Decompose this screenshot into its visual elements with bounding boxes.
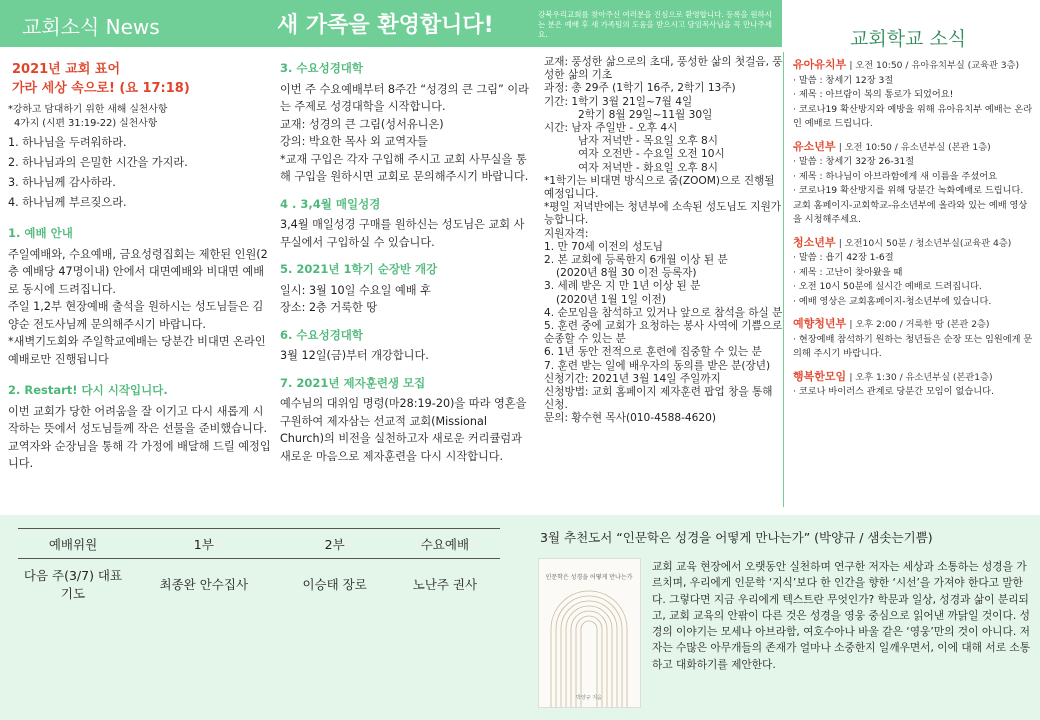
dept-name: 청소년부 — [793, 235, 836, 249]
detail-line: 1. 만 70세 이전의 성도님 — [544, 240, 663, 253]
practice-1: 1. 하나님을 두려워하라. — [8, 136, 127, 149]
dept-item: · 제목 : 하나님이 아브라함에게 새 이름을 주셨어요 — [793, 170, 997, 182]
section-1-p3: *새벽기도회와 주일학교예배는 당분간 비대면 온라인 예배로만 진행됩니다 — [8, 335, 266, 366]
news-title: 교회소식 News — [22, 15, 160, 39]
dept-item: · 코로나 바이러스 관계로 당분간 모임이 없습니다. — [793, 386, 994, 397]
section-3-p2: 교재: 성경의 큰 그림(성서유니온) — [280, 117, 444, 131]
practice-2: 2. 하나님과의 은밀한 시간을 가지라. — [8, 156, 188, 169]
detail-line: 문의: 황수현 목사(010-4588-4620) — [544, 412, 716, 425]
table-header: 1부 — [128, 529, 280, 559]
practice-4: 4. 하나님께 부르짖으라. — [8, 196, 127, 209]
dept-meta: | 오후 2:00 / 거룩한 땅 (본관 2층) — [849, 319, 990, 330]
detail-line: 시간: 남자 주일반 - 오후 4시 — [544, 122, 678, 135]
section-7-title: 7. 2021년 제자훈련생 모집 — [280, 375, 426, 390]
detail-line: 교재: 풍성한 삶으로의 초대, 풍성한 삶의 첫걸음, 풍성한 삶의 기초 — [544, 56, 783, 82]
detail-line: 2. 본 교회에 등록한지 6개월 이상 된 분 — [544, 254, 728, 267]
dept-item: · 코로나19 확산방지를 위해 당분간 녹화예배로 드립니다. 교회 홈페이지-교회학교-유소년부에 올라와 있는 예배 영상을 시청해주세요. — [793, 185, 1028, 225]
section-5-title: 5. 2021년 1학기 순장반 개강 — [280, 262, 438, 276]
detail-line: 2학기 8월 29일~11월 30일 — [578, 108, 713, 121]
detail-line: 남자 저녁반 - 목요일 오후 8시 — [578, 135, 718, 148]
welcome-note: 강북우리교회를 찾아주신 여러분을 진심으로 환영합니다. 등록을 원하시는 분은 예배 후 새 가족팀의 도움을 받으시고 담임목사님을 꼭 만나주세요. — [538, 10, 773, 39]
motto: 가라 세상 속으로! (요 17:18) — [12, 81, 190, 96]
detail-line: 6. 1년 동안 전적으로 훈련에 집중할 수 있는 분 — [544, 346, 762, 359]
church-school-news — [793, 58, 1035, 400]
table-header: 2부 — [280, 529, 390, 559]
practice-3: 3. 하나님께 감사하라. — [8, 176, 116, 189]
dept-item: · 예배 영상은 교회홈페이지-청소년부에 있습니다. — [793, 295, 992, 307]
worship-table — [18, 528, 500, 609]
dept-item: · 말씀 : 창세기 32장 26-31절 — [793, 156, 915, 167]
detail-line: 여자 오전반 - 수요일 오전 10시 — [578, 148, 725, 161]
dept-name: 예향청년부 — [793, 317, 847, 330]
cover-author: 박양규 지음 — [576, 695, 602, 701]
section-1-p2: 주일 1,2부 현장예배 출석을 원하시는 성도님들은 김양순 전도사님께 문의해주시기 바랍니다. — [8, 300, 264, 331]
dept-item: · 말씀 : 창세기 12장 3절 — [793, 74, 894, 86]
section-3-title: 3. 수요성경대학 — [280, 61, 364, 75]
section-2-p1: 이번 교회가 당한 어려움을 잘 이기고 다시 새롭게 시작하는 뜻에서 성도님들께 작은 선물을 준비했습니다. 교역자와 순장님을 통해 각 가정에 배달해 드릴 예정입니다. — [8, 404, 271, 470]
detail-line: 신청기간: 2021년 3월 14일 주일까지 — [544, 372, 721, 385]
news-column-1 — [8, 60, 273, 473]
detail-line: 여자 저녁반 - 화요일 오후 8시 — [578, 161, 718, 174]
section-6-p1: 3월 12일(금)부터 개강합니다. — [280, 349, 429, 362]
section-5-p1: 일시: 3월 10일 수요일 예배 후 — [280, 283, 431, 297]
section-2-title: 2. Restart! 다시 시작입니다. — [8, 383, 168, 397]
table-cell: 이승태 장로 — [302, 576, 367, 592]
dept-item: · 제목 : 아브람이 복의 통로가 되었어요! — [793, 89, 954, 100]
detail-line: *평일 저녁반에는 청년부에 소속된 성도님도 지원가능합니다. — [544, 201, 782, 227]
detail-line: *1학기는 비대면 방식으로 줌(ZOOM)으로 진행될 예정입니다. — [544, 174, 775, 201]
detail-line: 3. 세례 받은 지 만 1년 이상 된 분 — [544, 280, 701, 293]
detail-line: 지원자격: — [544, 227, 589, 240]
section-4-p1: 3,4월 매일성경 구매를 원하신는 성도님은 교회 사무실에서 구입하실 수 있습니다. — [280, 218, 525, 249]
dept-name: 유소년부 — [793, 139, 836, 153]
school-title: 교회학교 소식 — [850, 28, 967, 50]
section-5-p2: 장소: 2층 거룩한 땅 — [280, 301, 378, 314]
cover-title: 인문학은 성경을 어떻게 만나는가 — [545, 574, 633, 581]
dept-item: · 코로나19 확산방지와 예방을 위해 유아유치부 예배는 온라인 예배로 드립니다. — [793, 103, 1033, 129]
dept-name: 행복한모임 — [793, 369, 847, 383]
motto-year: 2021년 교회 표어 — [12, 62, 121, 77]
dept-meta: | 오전 10:50 / 유아유치부실 (교육관 3층) — [849, 60, 1020, 71]
dept-name: 유아유치부 — [793, 58, 847, 71]
section-3-p1: 이번 주 수요예배부터 8주간 “성경의 큰 그림” 이라는 주제로 성경대학을 시작합니다. — [280, 82, 529, 113]
table-cell: 노난주 권사 — [412, 576, 478, 592]
discipleship-details — [544, 56, 784, 426]
section-4-title: 4 . 3,4월 매일성경 — [280, 196, 381, 211]
header-bar — [0, 0, 782, 47]
row-label: 다음 주(3/7) 대표기도 — [23, 567, 123, 601]
table-header: 수요예배 — [390, 529, 500, 559]
book-cover-art — [539, 559, 640, 707]
dept-item: · 오전 10시 50분에 실시간 예배로 드려집니다. — [793, 281, 982, 292]
section-3-p3: 강의: 박요한 목사 외 교역자들 — [280, 135, 428, 148]
dept-item: · 제목 : 고난이 찾아왔을 때 — [793, 266, 903, 278]
table-header: 예배위원 — [18, 529, 128, 559]
detail-line: 7. 훈련 받는 일에 배우자의 동의를 받은 분(장년) — [544, 359, 771, 372]
news-column-2 — [280, 60, 533, 465]
dept-meta: | 오전10시 50분 / 청소년부실(교육관 4층) — [838, 237, 1012, 249]
book-cover — [538, 558, 641, 708]
dept-item: · 현장예배 참석하기 원하는 청년들은 순장 또는 임원에게 문의해 주시기 바랍니다. — [793, 333, 1033, 359]
dept-item: · 말씀 : 욥기 42장 1-6절 — [793, 252, 894, 263]
detail-line: 과정: 총 29주 (1학기 16주, 2학기 13주) — [544, 82, 736, 95]
welcome-title: 새 가족을 환영합니다! — [277, 13, 494, 38]
dept-meta: | 오후 1:30 / 유소년부실 (본관1층) — [849, 371, 993, 383]
detail-line: 5. 훈련 중에 교회가 요청하는 봉사 사역에 기쁨으로 순종할 수 있는 분 — [544, 320, 783, 346]
motto-sub1: *강하고 담대하기 위한 새해 실천사항 — [8, 104, 168, 115]
table-cell: 최종완 안수집사 — [159, 576, 249, 592]
book-title: 3월 추천도서 “인문학은 성경을 어떻게 만나는가” (박양규 / 샘솟는기쁨) — [540, 530, 933, 545]
book-description: 교회 교육 현장에서 오랫동안 실천하며 연구한 저자는 세상과 소통하는 성경을 가르치며, 우리에게 인문학 ‘지식’보다 한 인간을 향한 ‘시선’을 가져야 한다고 말한다. 그렇다면 지금 우리에게 텍스트란 무엇인가? 학문과 일상, 성경과 삶이 분리되고, 교회 교육의 안팎이 다른 것은 성경을 영웅 중심으로 읽어낸 까닭일 것이다. 성경의 이야기는 모세나 아브라함, 여호수아나 바울 같은 ‘영웅’만의 것이 아니다. 저자는 수많은 아무개들의 존재가 얼마나 소중한지 일깨우면서, 이에 대해 서로 소통하고 대화하기를 제안한다. — [652, 560, 1031, 671]
dept-meta: | 오전 10:50 / 유소년부실 (본관 1층) — [838, 141, 991, 153]
detail-line: (2020년 1월 1일 이전) — [556, 293, 666, 306]
detail-line: 기간: 1학기 3월 21일~7월 4일 — [544, 95, 693, 108]
section-3-p4: *교재 구입은 각자 구입해 주시고 교회 사무실을 통해 구입을 원하시면 교회로 문의해주시기 바랍니다. — [280, 152, 529, 183]
section-1-title: 1. 예배 안내 — [8, 226, 73, 240]
detail-line: 신청방법: 교회 홈페이지 제자훈련 팝업 창을 통해 신청. — [544, 386, 773, 412]
detail-line: 4. 순모임을 참석하고 있거나 앞으로 참석을 하실 분 — [544, 306, 783, 319]
section-6-title: 6. 수요성경대학 — [280, 327, 364, 342]
section-7-p1: 예수님의 대위임 명령(마28:19-20)을 따라 영혼을 구원하여 제자삼는 선교적 교회(Missional Church)의 비전을 실천하고자 새로운 커리큘럼과 새로운 마음으로 제자훈련을 다시 시작합니다. — [280, 397, 527, 463]
detail-line: (2020년 8월 30 이전 등록자) — [556, 267, 697, 280]
section-1-p1: 주일예배와, 수요예배, 금요성령집회는 제한된 인원(2층 예배당 47명이내) 안에서 대면예배와 비대면 예배로 동시에 드려집니다. — [8, 247, 268, 296]
motto-sub2: 4가지 (시편 31:19-22) 실천사항 — [14, 118, 158, 129]
